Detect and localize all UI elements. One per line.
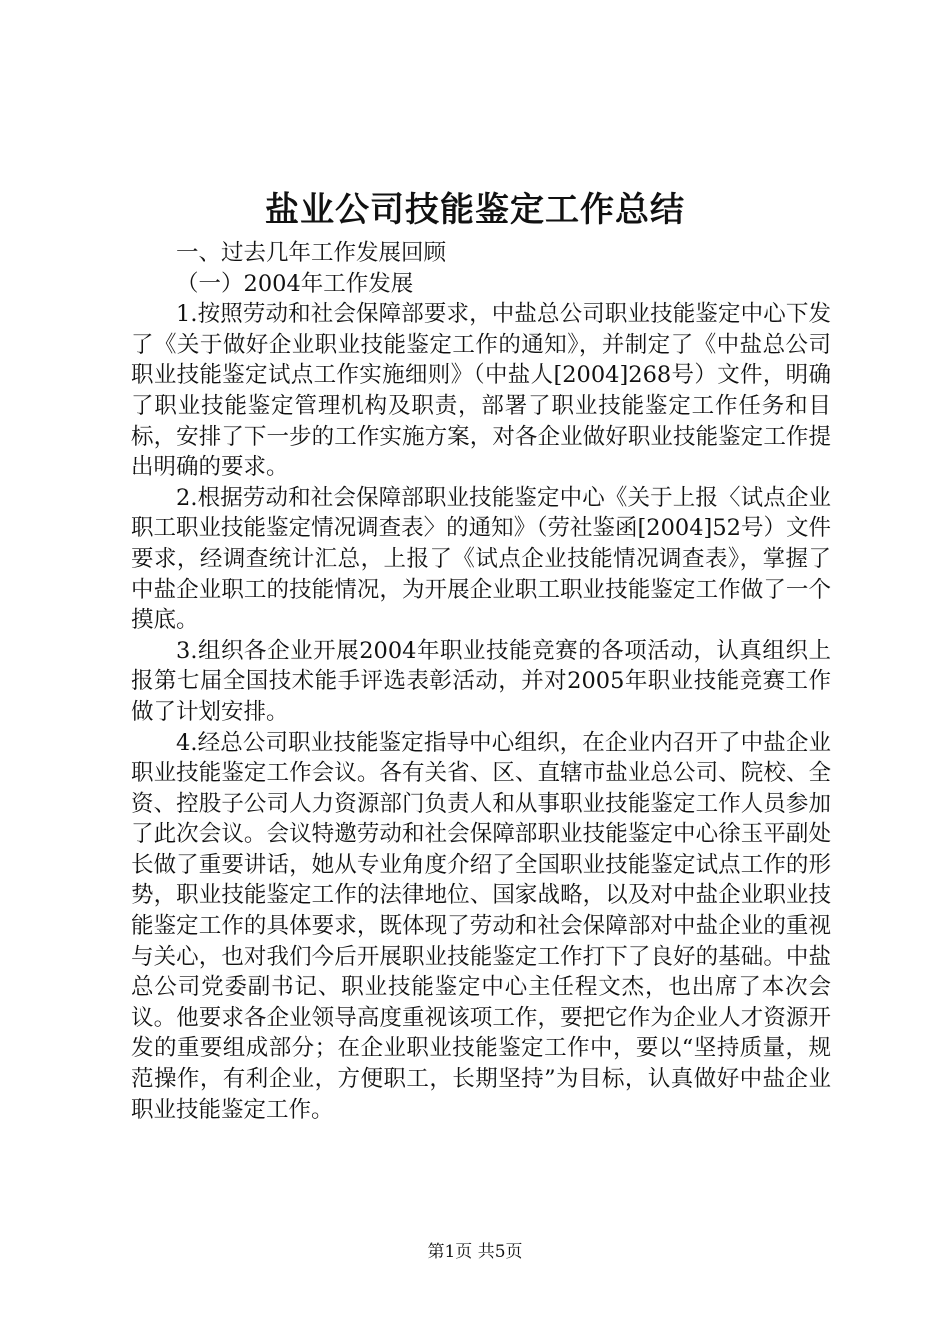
document-title: 盐业公司技能鉴定工作总结 <box>265 190 685 230</box>
paragraph-3: 3.组织各企业开展2004年职业技能竞赛的各项活动，认真组织上报第七届全国技术能手评选表彰活动，并对2005年职业技能竞赛工作做了计划安排。 <box>131 637 831 725</box>
section-heading: 一、过去几年工作发展回顾 <box>176 240 447 266</box>
paragraph-4: 4.经总公司职业技能鉴定指导中心组织，在企业内召开了中盐企业职业技能鉴定工作会议。各有关省、区、直辖市盐业总公司、院校、全资、控股子公司人力资源部门负责人和从事职业技能鉴定工作人员参加了此次会议。会议特邀劳动和社会保障部职业技能鉴定中心徐玉平副处长做了重要讲话，她从专业角度介绍了全国职业技能鉴定试点工作的形势，职业技能鉴定工作的法律地位、国家战略，以及对中盐企业职业技能鉴定工作的具体要求，既体现了劳动和社会保障部对中盐企业的重视与关心，也对我们今后开展职业技能鉴定工作打下了良好的基础。中盐总公司党委副书记、职业技能鉴定中心主任程文杰，也出席了本次会议。他要求各企业领导高度重视该项工作，要把它作为企业人才资源开发的重要组成部分；在企业职业技能鉴定工作中，要以“坚持质量，规范操作，有利企业，方便职工，长期坚持”为目标，认真做好中盐企业职业技能鉴定工作。 <box>131 729 831 1123</box>
paragraph-1: 1.按照劳动和社会保障部要求，中盐总公司职业技能鉴定中心下发了《关于做好企业职业技能鉴定工作的通知》，并制定了《中盐总公司职业技能鉴定试点工作实施细则》（中盐人[2004]268号）文件，明确了职业技能鉴定管理机构及职责，部署了职业技能鉴定工作任务和目标，安排了下一步的工作实施方案，对各企业做好职业技能鉴定工作提出明确的要求。 <box>131 301 831 481</box>
paragraph-2: 2.根据劳动和社会保障部职业技能鉴定中心《关于上报〈试点企业职工职业技能鉴定情况调查表〉的通知》（劳社鉴函[2004]52号）文件要求，经调查统计汇总，上报了《试点企业技能情况调查表》，掌握了中盐企业职工的技能情况，为开展企业职工职业技能鉴定工作做了一个摸底。 <box>131 484 831 634</box>
subsection-heading: （一）2004年工作发展 <box>176 270 414 297</box>
page-number-footer: 第1页 共5页 <box>427 1242 523 1262</box>
document-body <box>131 238 831 1125</box>
